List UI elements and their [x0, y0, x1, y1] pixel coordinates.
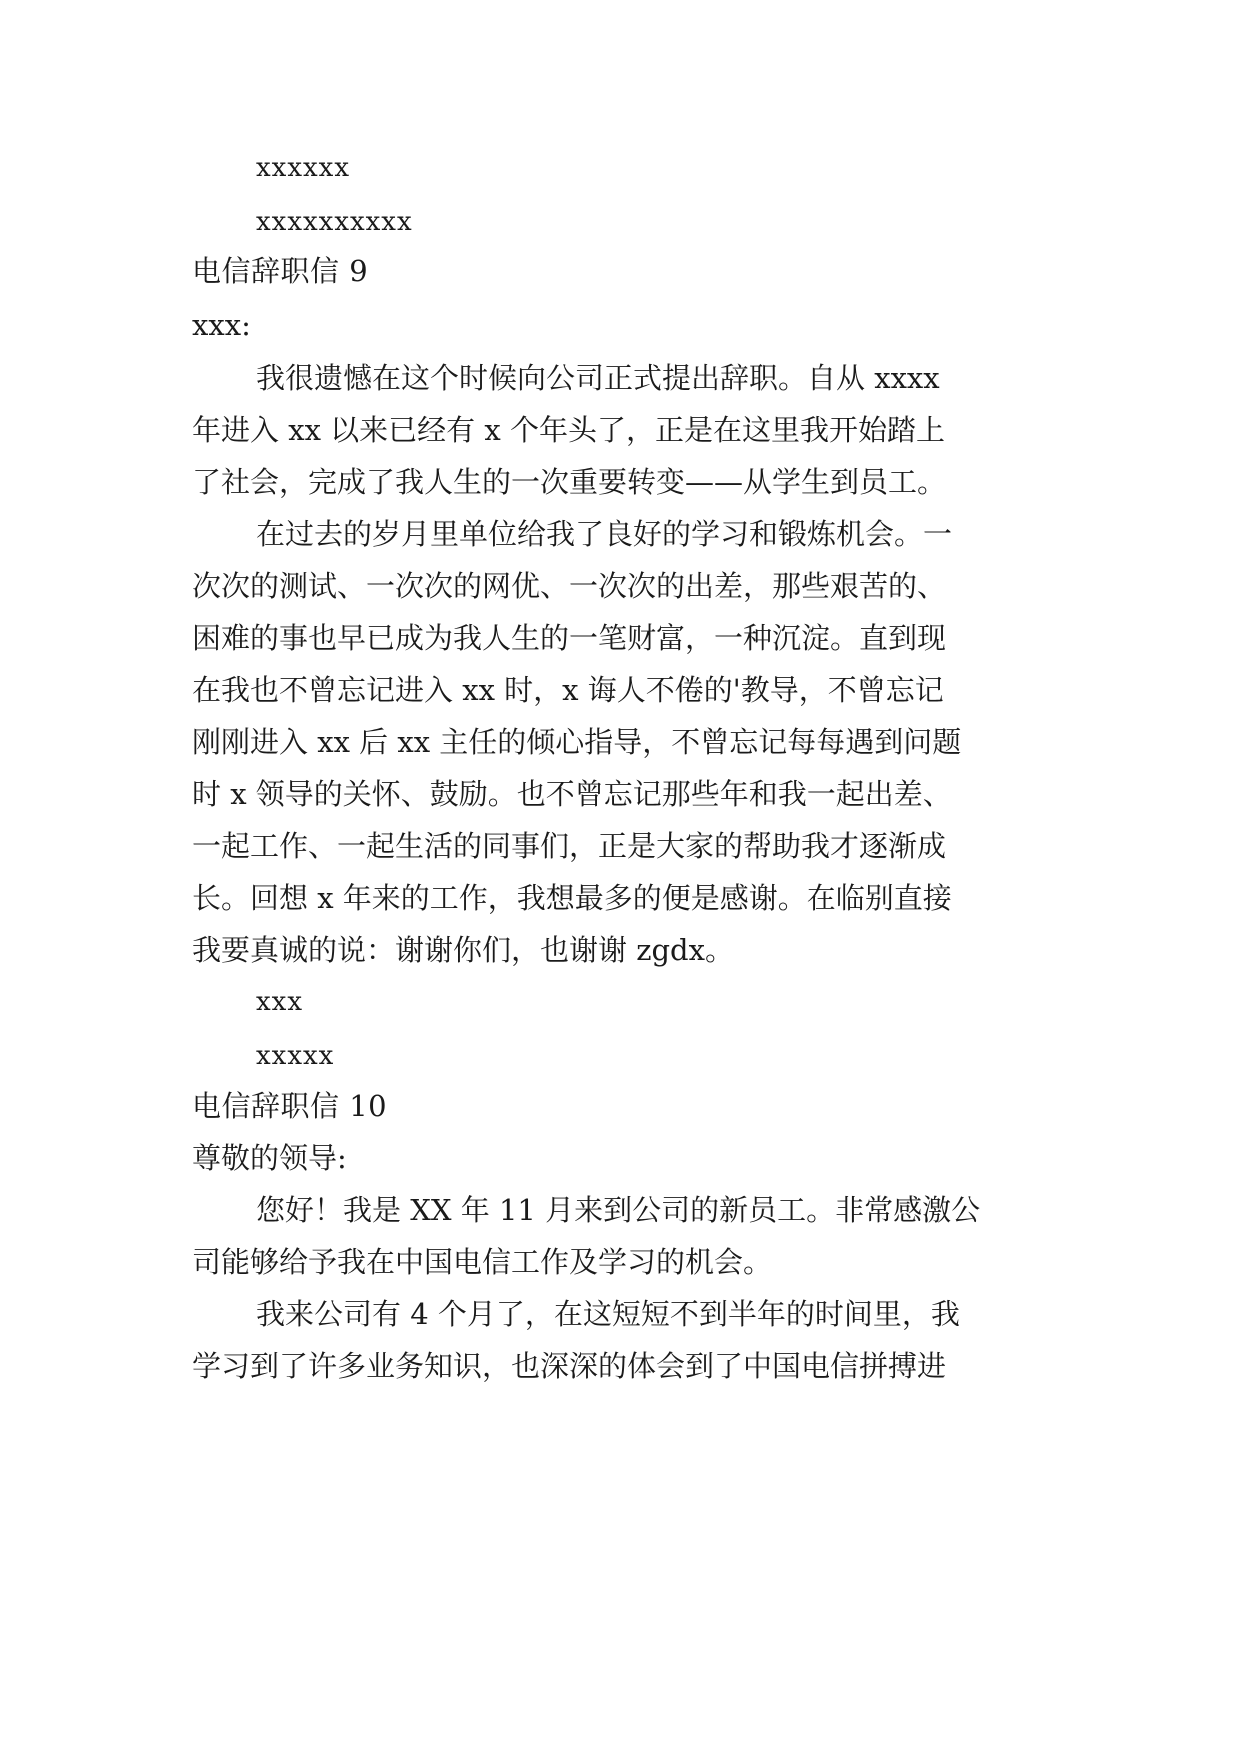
letter-9-closing-name: xxx: [256, 987, 303, 1017]
letter-9-body-line: 次次的测试、一次次的网优、一次次的出差，那些艰苦的、: [192, 569, 947, 603]
letter-9-body-line: 在过去的岁月里单位给我了良好的学习和锻炼机会。一: [256, 517, 953, 551]
letter-9-body-line: 困难的事也早已成为我人生的一笔财富，一种沉淀。直到现: [192, 621, 947, 655]
letter-9-body-line: 长。回想 x 年来的工作，我想最多的便是感谢。在临别直接: [192, 881, 952, 915]
letter-9-body-line: 一起工作、一起生活的同事们，正是大家的帮助我才逐渐成: [192, 829, 947, 863]
letter-9-salutation: xxx:: [192, 308, 251, 342]
signature-date: xxxxxxxxxx: [256, 207, 413, 237]
letter-9-body-line: 时 x 领导的关怀、鼓励。也不曾忘记那些年和我一起出差、: [192, 777, 952, 811]
signature-name: xxxxxx: [256, 153, 350, 183]
letter-9-body-line: 了社会，完成了我人生的一次重要转变——从学生到员工。: [192, 465, 947, 499]
letter-9-body-line: 年进入 xx 以来已经有 x 个年头了，正是在这里我开始踏上: [192, 413, 945, 447]
letter-9-title: 电信辞职信 9: [192, 254, 369, 288]
letter-10-body-line: 司能够给予我在中国电信工作及学习的机会。: [192, 1245, 773, 1279]
letter-10-body-line: 您好！我是 XX 年 11 月来到公司的新员工。非常感激公: [256, 1193, 981, 1227]
letter-9-closing-date: xxxxx: [256, 1041, 335, 1071]
letter-9-body-line: 我要真诚的说：谢谢你们，也谢谢 zgdx。: [192, 933, 734, 967]
letter-9-body-line: 我很遗憾在这个时候向公司正式提出辞职。自从 xxxx: [256, 361, 940, 395]
letter-9-body-line: 刚刚进入 xx 后 xx 主任的倾心指导，不曾忘记每每遇到问题: [192, 725, 962, 759]
letter-10-title: 电信辞职信 10: [192, 1089, 388, 1123]
letter-9-body-line: 在我也不曾忘记进入 xx 时，x 诲人不倦的'教导，不曾忘记: [192, 673, 944, 707]
letter-10-salutation: 尊敬的领导:: [192, 1141, 347, 1175]
letter-10-body-line: 我来公司有 4 个月了，在这短短不到半年的时间里，我: [256, 1297, 960, 1331]
letter-10-body-line: 学习到了许多业务知识，也深深的体会到了中国电信拼搏进: [192, 1349, 947, 1383]
